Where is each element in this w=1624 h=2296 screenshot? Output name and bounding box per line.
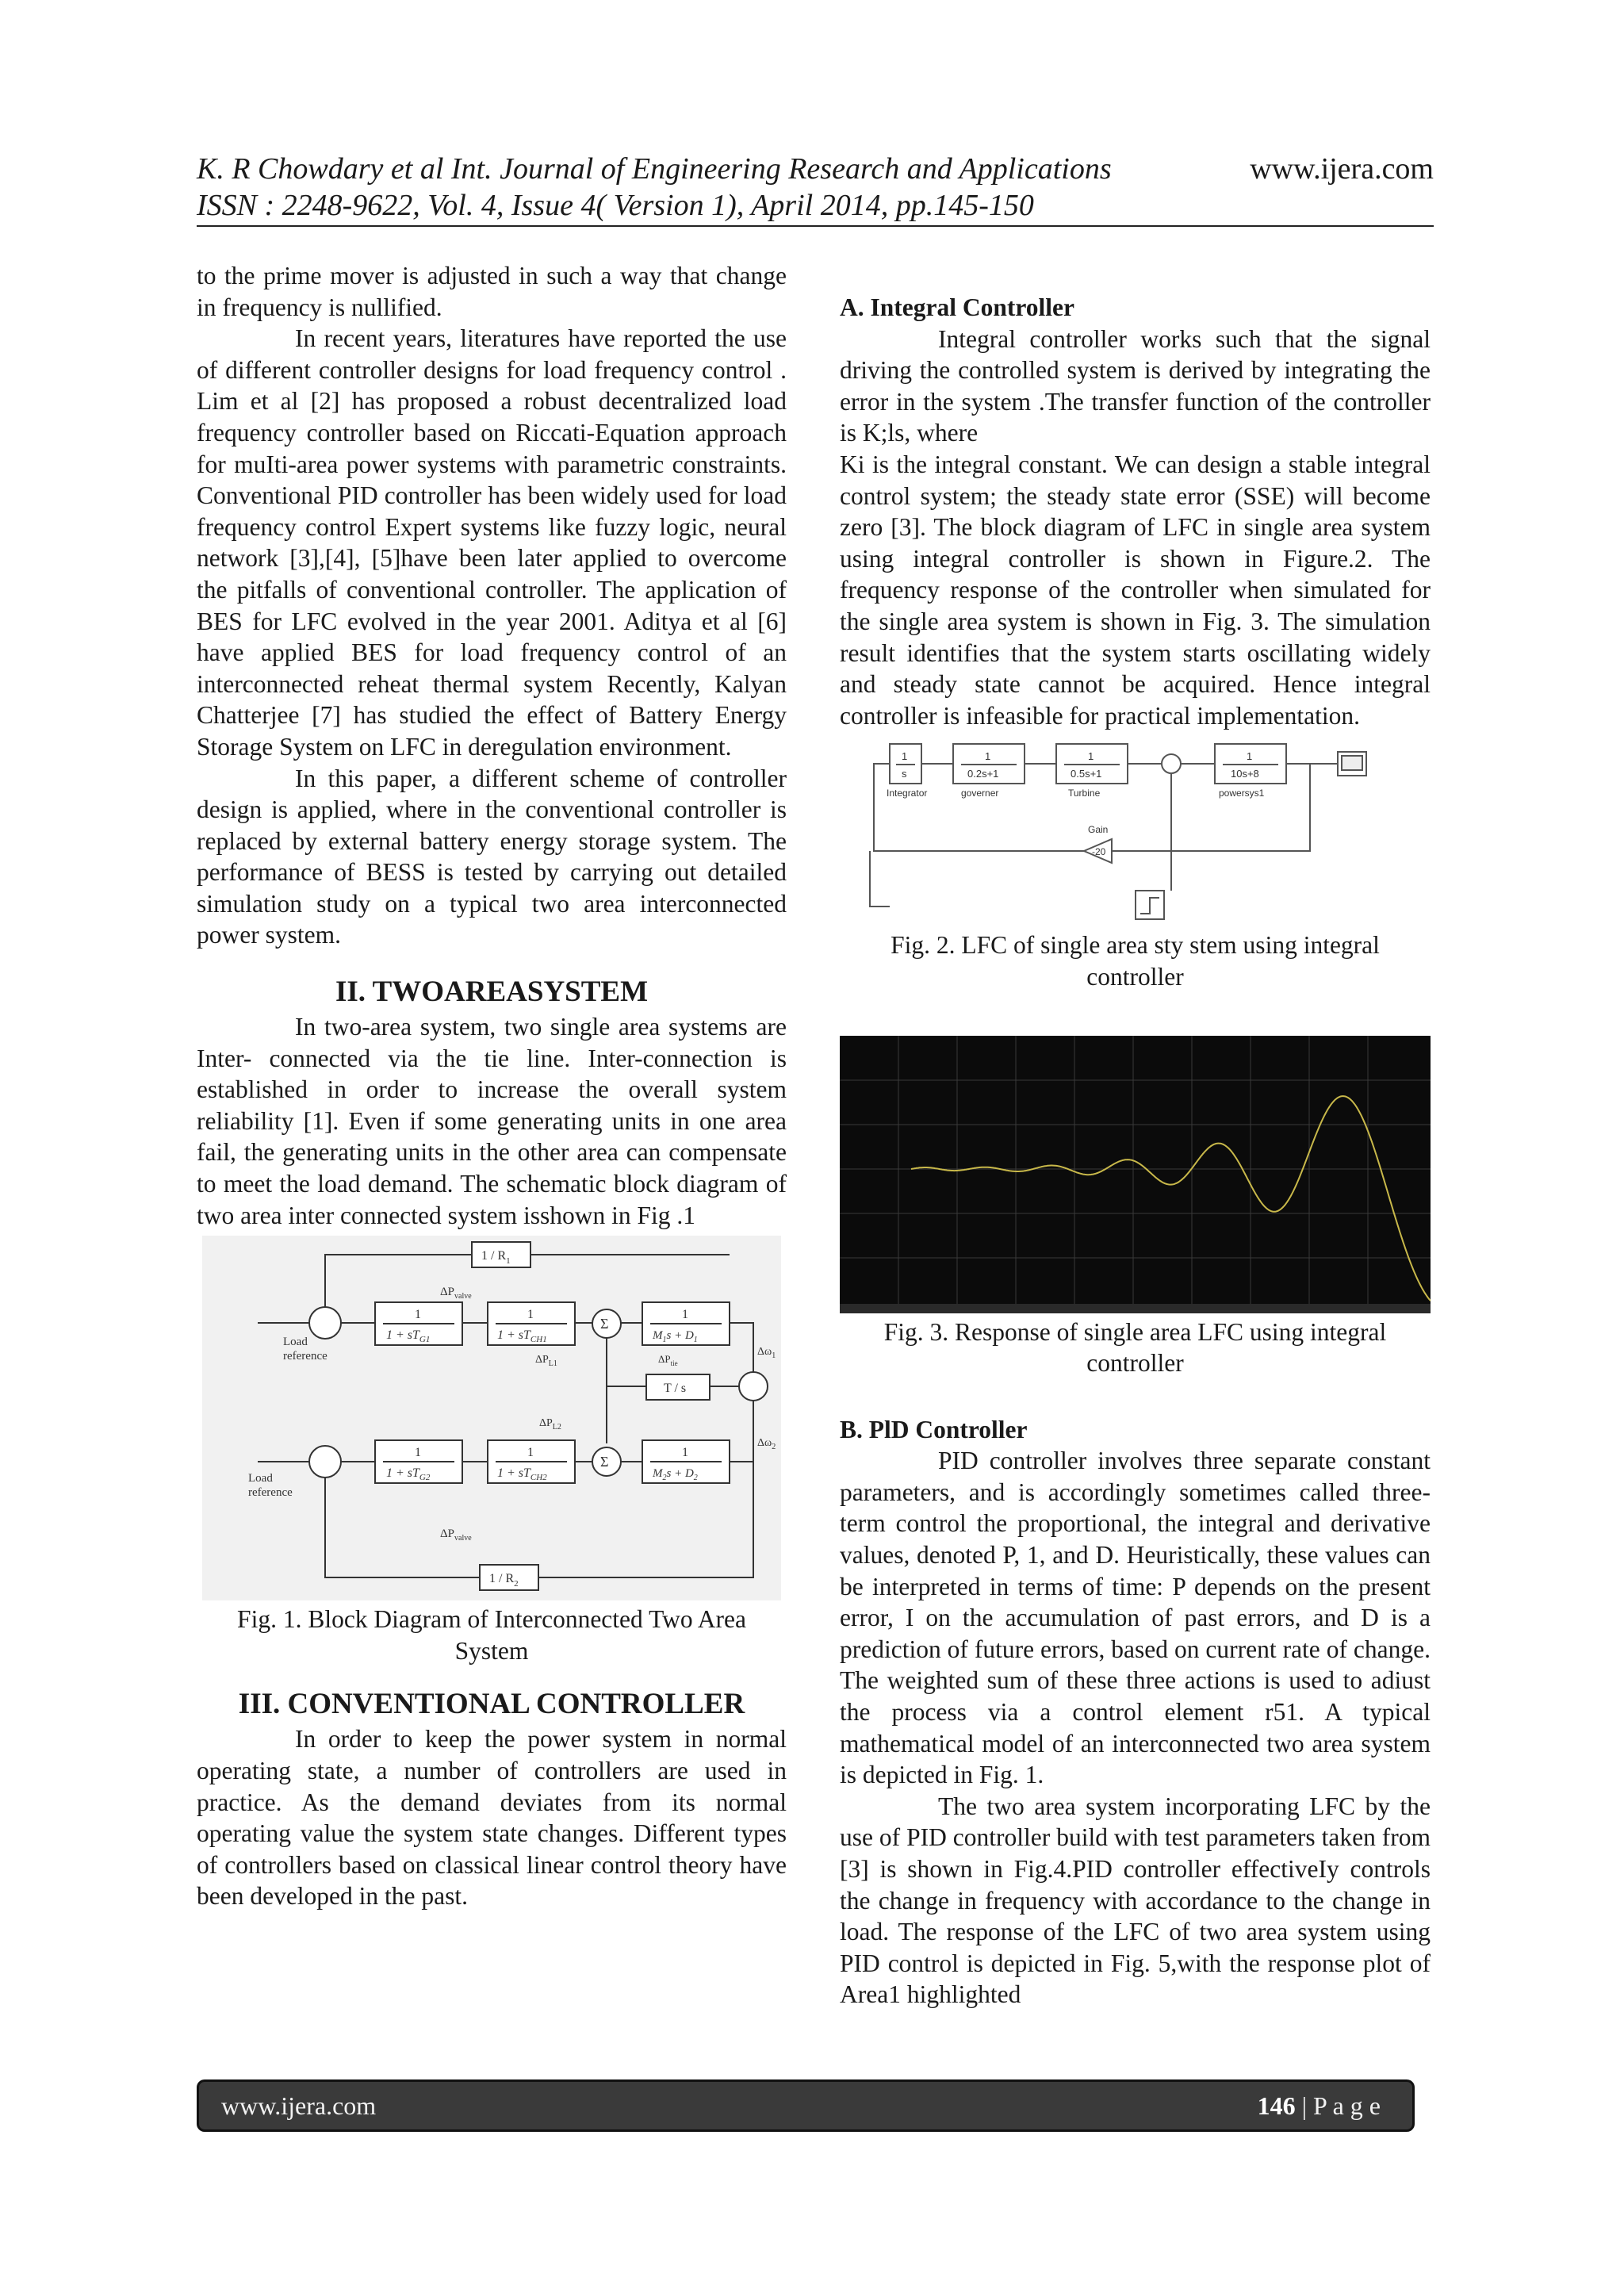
fig1-background xyxy=(202,1236,781,1600)
right-column xyxy=(840,260,1431,2010)
mass2-den: $M_2s + D_2$ xyxy=(653,1467,698,1483)
page-number: 146 | P a g e xyxy=(1257,2091,1381,2120)
block-numerator: 1 xyxy=(415,1308,421,1322)
feedback-line xyxy=(870,851,890,907)
block-numerator: 1 xyxy=(527,1446,534,1460)
issn-line: ISSN : 2248-9622, Vol. 4, Issue 4( Version 1), April 2014, pp.145-150 xyxy=(197,189,1034,222)
block-numerator: 1 xyxy=(527,1308,534,1322)
turb-den: 0.5s+1 xyxy=(1070,768,1101,780)
paragraph: In recent years, literatures have reported the use of different controller designs for load frequency control . Lim et al [2] has proposed a robust decentralized load frequency controller based on Riccati-Equation approach for muIti-area power systems with parametric constraints. Conventional PID controller has been widely used for load frequency control Expert systems like fuzzy logic, neural network [3],[4], [5]have been later applied to overcome the pitfalls of conventional controller. The application of BES for LFC evolved in the year 2001. Aditya et al [6] have applied BES for load frequency control of an interconnected reheat thermal system Recently, Kalyan Chatterjee [7] has studied the effect of Battery Energy Storage System on LFC in deregulation environment. xyxy=(197,324,787,761)
fig1-block-diagram xyxy=(202,1236,781,1600)
subsection-heading-pid: B. PlD Controller xyxy=(840,1415,1028,1443)
header-rule xyxy=(197,225,1434,227)
dpl2-label: $\Delta P_{L2}$ xyxy=(539,1417,561,1432)
r2-label: $1 / R_2$ xyxy=(489,1572,519,1589)
gov-label: governer xyxy=(960,788,998,799)
footer-website[interactable]: www.ijera.com xyxy=(221,2091,377,2120)
fig1-caption: Fig. 1. Block Diagram of Interconnected Two Area System xyxy=(237,1605,746,1665)
turb2-den: $1 + sT_{CH2}$ xyxy=(497,1466,547,1483)
scope-screen xyxy=(1342,756,1362,770)
load-ref-label: reference xyxy=(248,1486,293,1500)
turb-num: 1 xyxy=(1087,750,1094,763)
header-website[interactable]: www.ijera.com xyxy=(1250,152,1434,186)
tie-junction xyxy=(739,1372,768,1401)
page-footer xyxy=(197,2079,1415,2132)
paragraph: to the prime mover is adjusted in such a way that change in frequency is nullified. xyxy=(197,262,787,321)
dptie-label: $\Delta P_{tie}$ xyxy=(658,1353,678,1368)
scope-status-bar xyxy=(840,1304,1431,1313)
tie-line-label: T / s xyxy=(664,1382,687,1396)
r1-label: $1 / R_1$ xyxy=(481,1249,511,1267)
turb1-den: $1 + sT_{CH1}$ xyxy=(497,1328,547,1345)
section-heading-conventional: III. CONVENTIONAL CONTROLLER xyxy=(238,1688,745,1721)
block-numerator: 1 xyxy=(415,1446,421,1460)
gain-value: -20 xyxy=(1091,846,1105,858)
gov-den: 0.2s+1 xyxy=(967,768,998,780)
sum-block xyxy=(1162,754,1181,773)
mass1-den: $M_1s + D_1$ xyxy=(653,1329,698,1345)
dw1-label: $\Delta\omega_1$ xyxy=(757,1346,776,1361)
ps-den: 10s+8 xyxy=(1230,768,1259,780)
subsection-heading-integral: A. Integral Controller xyxy=(840,293,1074,321)
fig3-scope-response xyxy=(840,1036,1431,1313)
integrator-label: Integrator xyxy=(886,788,927,799)
paragraph: The two area system incorporating LFC by the use of PID controller build with test parameters taken from [3] is shown in Fig.4.PID controller effectiveIy controls the change in frequency with accordance to the change in load. The response of the LFC of two area system using PID control is depicted in Fig. 5,with the response plot of Area1 highlighted xyxy=(840,1792,1431,2009)
paragraph: Ki is the integral constant. We can design a stable integral control system; the steady state error (SSE) will become zero [3]. The block diagram of LFC in single area system using integral controller is shown in Figure.2. The frequency response of the controller when simulated for the single area system is shown in Fig. 3. The simulation result identifies that the system starts oscillating widely and steady state cannot be acquired. Hence integral controller is infeasible for practical implementation. xyxy=(840,450,1431,730)
sigma-symbol: Σ xyxy=(600,1454,609,1470)
journal-line: K. R Chowdary et al Int. Journal of Engineering Research and Applications xyxy=(197,152,1112,186)
turb-label: Turbine xyxy=(1067,788,1100,799)
paragraph: Integral controller works such that the signal driving the controlled system is derived by integrating the error in the system .The transfer function of the controller is K;ls, where xyxy=(840,324,1431,447)
summing-junction xyxy=(309,1307,341,1339)
load-ref-label: reference xyxy=(283,1350,327,1363)
paragraph: In two-area system, two single area systems are Inter- connected via the tie line. Inter-connection is established in order to increase the overall system reliability [1]. Even if some generating units in one area fail, the generating units in the other area can compensate to meet the load demand. The schematic block diagram of two area inter connected system isshown in Fig .1 xyxy=(197,1013,787,1229)
dw2-label: $\Delta\omega_2$ xyxy=(757,1437,776,1452)
ps-label: powersys1 xyxy=(1218,788,1264,799)
paragraph: In order to keep the power system in normal operating state, a number of controllers are used in practice. As the demand deviates from its normal operating value the system state changes. Different types of controllers based on classical linear control theory have been developed in the past. xyxy=(197,1725,787,1911)
dpvalve-label: $\Delta P_{valve}$ xyxy=(440,1286,472,1301)
summing-junction xyxy=(309,1446,341,1478)
dpl1-label: $\Delta P_{L1}$ xyxy=(535,1354,557,1369)
integrator-num: 1 xyxy=(901,750,907,763)
fig2-simulink-diagram xyxy=(858,736,1413,926)
scope-background xyxy=(840,1036,1431,1313)
fig2-caption: Fig. 2. LFC of single area sty stem using integral controller xyxy=(891,931,1380,991)
gov-num: 1 xyxy=(984,750,990,763)
left-column xyxy=(197,260,787,1912)
running-header xyxy=(197,151,1434,224)
fig3-caption: Fig. 3. Response of single area LFC using integral controller xyxy=(883,1317,1387,1378)
paragraph: In this paper, a different scheme of controller design is applied, where in the conventional controller is replaced by external battery energy storage system. The performance of BESS is tested by carrying out detailed simulation study on a typical two area interconnected power system. xyxy=(197,764,787,949)
block-numerator: 1 xyxy=(682,1446,688,1460)
sigma-symbol: Σ xyxy=(600,1316,609,1332)
paragraph: PID controller involves three separate constant parameters, and is accordingly sometimes called three-term control the proportional, the integral and derivative values, denoted P, 1, and D. Heuristically, these values can be interpreted in terms of time: P depends on the present error, I on the accumulation of past errors, and D is a prediction of future errors, based on current rate of change. The weighted sum of these three actions is used to adiust the process via a control element r51. A typical mathematical model of an interconnected two area system is depicted in Fig. 1. xyxy=(840,1447,1431,1789)
gov1-den: $1 + sT_{G1}$ xyxy=(386,1328,431,1345)
load-ref-label: Load xyxy=(283,1336,308,1349)
dpvalve-label-2: $\Delta P_{valve}$ xyxy=(440,1527,472,1543)
ps-num: 1 xyxy=(1246,750,1252,763)
section-heading-two-area: II. TWOAREASYSTEM xyxy=(335,976,649,1009)
gain-label: Gain xyxy=(1087,824,1108,836)
load-ref-label: Load xyxy=(248,1472,273,1485)
integrator-den: s xyxy=(901,768,906,780)
block-numerator: 1 xyxy=(682,1308,688,1322)
gov2-den: $1 + sT_{G2}$ xyxy=(386,1466,431,1483)
